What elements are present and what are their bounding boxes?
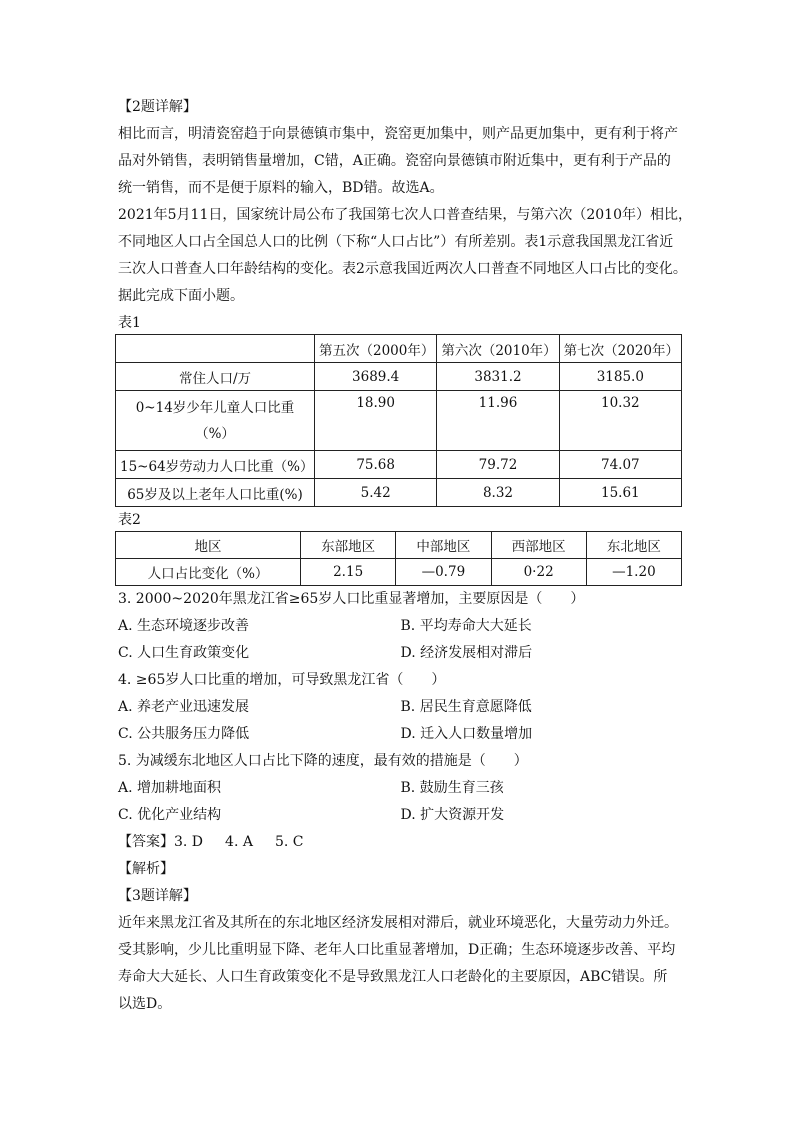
option-c: C. 人口生育政策变化 [118,645,250,661]
table-cell: —1.20 [586,559,681,586]
option-d: D. 经济发展相对滞后 [400,645,533,661]
row-label: 常住人口/万 [116,363,315,391]
q3-detail-line: 受其影响，少儿比重明显下降、老年人口比重显著增加，D正确；生态环境逐步改善、平均 [118,942,676,958]
q3-detail-line: 近年来黑龙江省及其所在的东北地区经济发展相对滞后，就业环境恶化，大量劳动力外迁。 [118,915,678,931]
option-d: D. 扩大资源开发 [400,807,505,823]
table-row [116,451,682,479]
answer-item: 5. C [274,834,304,850]
table-header-cell: 西部地区 [491,532,586,559]
row-label: 0~14岁少年儿童人口比重（%） [116,391,315,451]
table2 [115,531,682,586]
option-b: B. 居民生育意愿降低 [400,699,532,715]
table-header-row [116,532,682,559]
table-cell: 3831.2 [437,363,559,391]
table-cell: 18.90 [315,391,437,451]
table-cell: 74.07 [559,451,681,479]
row-label: 65岁及以上老年人口比重(%) [116,479,315,507]
row-label: 人口占比变化（%） [116,559,301,586]
q2-detail-line: 相比而言，明清瓷窑趋于向景德镇市集中，瓷窑更加集中，则产品更加集中，更有利于将产 [118,126,678,142]
table-cell: 2.15 [301,559,396,586]
intro-line: 不同地区人口占全国总人口的比例（下称“人口占比”）有所差别。表1示意我国黑龙江省近 [118,234,674,250]
answer-line [118,829,683,856]
option-row [118,802,683,829]
option-row [118,613,683,640]
option-d: D. 迁入人口数量增加 [400,726,533,742]
q3-detail-line: 以选D。 [118,996,172,1012]
table-header-cell: 地区 [116,532,301,559]
answer-item: 3. D [174,834,204,850]
answer-item: 4. A [225,834,253,850]
option-row [118,775,683,802]
question-stem: 3. 2000~2020年黑龙江省≥65岁人口比重显著增加，主要原因是（ ） [118,591,585,607]
intro-line: 2021年5月11日，国家统计局公布了我国第七次人口普查结果，与第六次（2010年）相比， [118,207,692,223]
table2-label: 表2 [118,512,141,528]
option-a: A. 养老产业迅速发展 [118,699,250,715]
table1-label: 表1 [118,315,141,331]
table-cell: 10.32 [559,391,681,451]
option-c: C. 优化产业结构 [118,807,222,823]
table-row [116,559,682,586]
table-cell: 3185.0 [559,363,681,391]
table1 [115,334,682,507]
table-header-row [116,335,682,363]
answer-label: 【答案】 [118,834,174,850]
q2-detail-line: 统一销售，而不是便于原料的输入，BD错。故选A。 [118,180,444,196]
table-cell: 79.72 [437,451,559,479]
option-b: B. 平均寿命大大延长 [400,618,532,634]
table-header-cell [116,335,315,363]
option-row [118,640,683,667]
table-cell: 15.61 [559,479,681,507]
option-c: C. 公共服务压力降低 [118,726,250,742]
q3-detail-heading: 【3题详解】 [118,888,197,904]
exam-page [118,94,692,1018]
row-label: 15~64岁劳动力人口比重（%） [116,451,315,479]
table-row [116,391,682,451]
analysis-heading: 【解析】 [118,861,174,877]
table-cell: 11.96 [437,391,559,451]
table-row [116,479,682,507]
option-a: A. 增加耕地面积 [118,780,222,796]
table-row [116,363,682,391]
option-row [118,721,683,748]
table-header-cell: 第七次（2020年） [559,335,681,363]
table-cell: 5.42 [315,479,437,507]
q3-detail-line: 寿命大大延长、人口生育政策变化不是导致黑龙江人口老龄化的主要原因，ABC错误。所 [118,969,668,985]
q2-detail-heading: 【2题详解】 [118,99,197,115]
intro-line: 据此完成下面小题。 [118,288,244,304]
table-header-cell: 中部地区 [396,532,491,559]
table-cell: 3689.4 [315,363,437,391]
q2-detail-line: 品对外销售，表明销售量增加，C错，A正确。瓷窑向景德镇市附近集中，更有利于产品的 [118,153,671,169]
table-cell: 75.68 [315,451,437,479]
table-header-cell: 第五次（2000年） [315,335,437,363]
table-header-cell: 东部地区 [301,532,396,559]
table-header-cell: 东北地区 [586,532,681,559]
option-b: B. 鼓励生育三孩 [400,780,504,796]
table-header-cell: 第六次（2010年） [437,335,559,363]
table-cell: 8.32 [437,479,559,507]
option-a: A. 生态环境逐步改善 [118,618,250,634]
option-row [118,694,683,721]
intro-line: 三次人口普查人口年龄结构的变化。表2示意我国近两次人口普查不同地区人口占比的变化。 [118,261,687,277]
table-cell: 0·22 [491,559,586,586]
question-stem: 5. 为减缓东北地区人口占比下降的速度，最有效的措施是（ ） [118,753,528,769]
question-stem: 4. ≥65岁人口比重的增加，可导致黑龙江省（ ） [118,672,446,688]
table-cell: —0.79 [396,559,491,586]
